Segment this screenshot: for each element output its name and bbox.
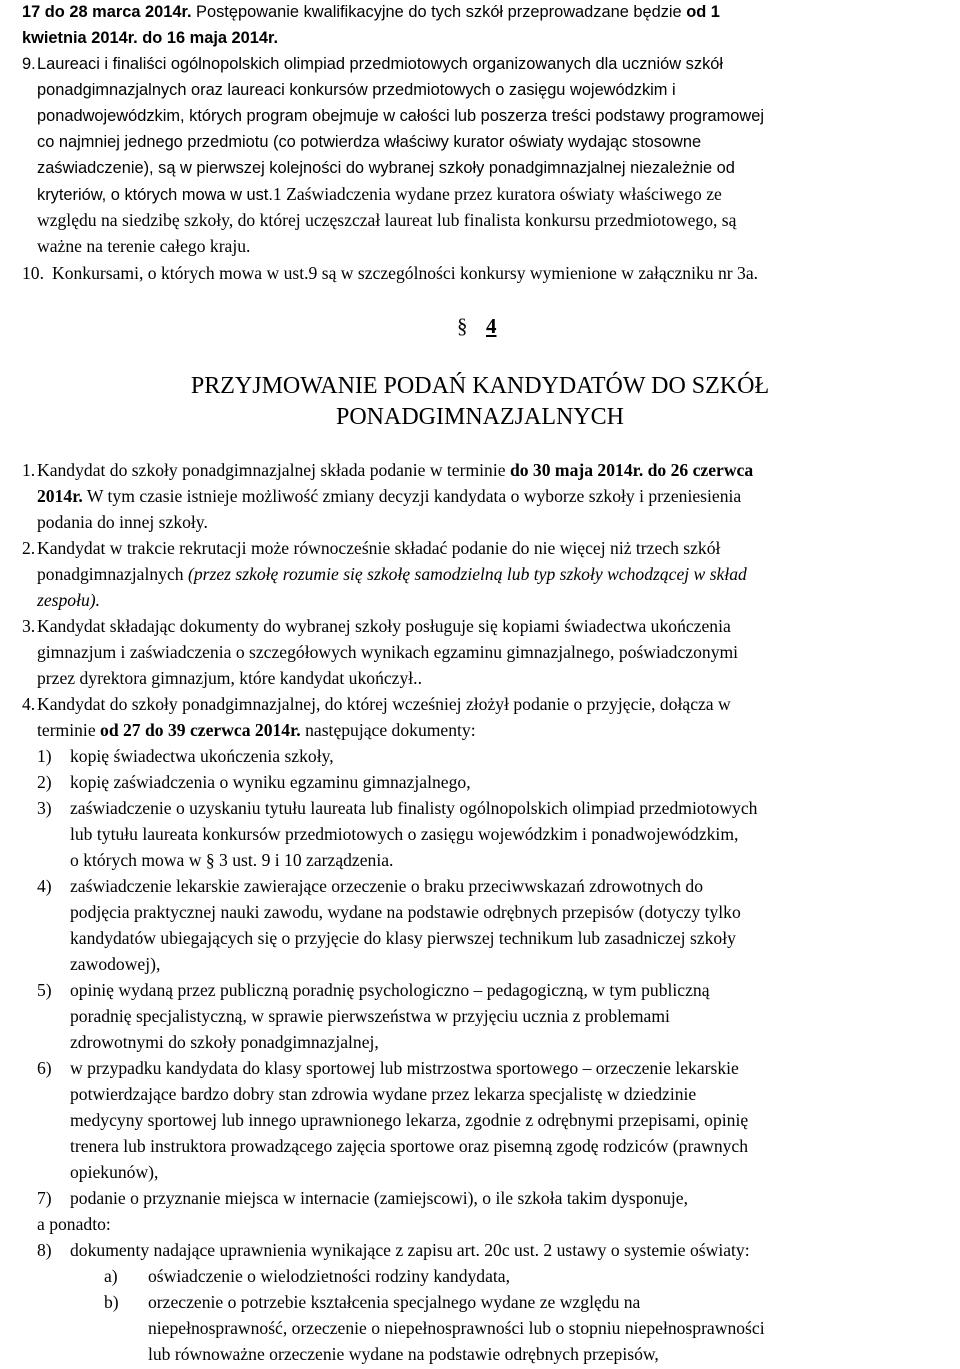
s1-line-1a: Kandydat do szkoły ponadgimnazjalnej składa podanie w terminie (37, 460, 510, 480)
item-5-line-3: zdrowotnymi do szkoły ponadgimnazjalnej, (70, 1032, 379, 1052)
intro-text: Postępowanie kwalifikacyjne do tych szkół przeprowadzane będzie (191, 3, 687, 21)
item-4-line-4: zawodowej), (70, 954, 161, 974)
s2-number: 2. (22, 538, 36, 558)
s3-number: 3. (22, 616, 36, 636)
item-3-line-3 (70, 850, 393, 870)
s4-deadline: od 27 do 39 czerwca 2014r. (100, 720, 301, 740)
item-b-line-2: niepełnosprawność, orzeczenie o niepełnosprawności lub o stopniu niepełnosprawności (148, 1318, 765, 1338)
section-number: 4 (486, 314, 497, 338)
s4-number: 4. (22, 694, 36, 714)
item-4-number: 4) (37, 876, 52, 896)
s3-line-2: gimnazjum i zaświadczenia o szczegółowych wynikach egzaminu gimnazjalnego, poświadczonymi (37, 642, 739, 662)
section-title-line-1: PRZYJMOWANIE PODAŃ KANDYDATÓW DO SZKÓŁ (190, 373, 770, 399)
item-6-line-5: opiekunów), (70, 1162, 159, 1182)
p10-text: Konkursami, o których mowa w ust.9 są w szczególności konkursy wymienione w załączniku nr 3a. (52, 263, 759, 283)
item-a-text: oświadczenie o wielodzietności rodziny kandydata, (148, 1266, 511, 1286)
item-2-text: kopię zaświadczenia o wyniku egzaminu gimnazjalnego, (70, 772, 471, 792)
item-3-line-3a: o których mowa w (70, 850, 206, 870)
item-5-line-2: poradnię specjalistyczną, w sprawie pierwszeństwa w przyjęciu ucznia z problemami (70, 1006, 670, 1026)
s4-line-1: Kandydat do szkoły ponadgimnazjalnej, do której wcześniej złożył podanie o przyjęcie, dołącza w (37, 694, 731, 714)
item-4-line-1: zaświadczenie lekarskie zawierające orzeczenie o braku przeciwwskazań zdrowotnych do (70, 876, 704, 896)
item-6-line-3: medycyny sportowej lub innego uprawnionego lekarza, zgodnie z odrębnymi przepisami, opinię (70, 1110, 749, 1130)
item-4-line-3: kandydatów ubiegających się o przyjęcie do klasy pierwszej technikum lub zasadniczej szkoły (70, 928, 736, 948)
item-3-line-3b: 3 ust. 9 i 10 zarządzenia. (214, 850, 394, 870)
s4-line-2 (37, 720, 476, 740)
item-7-number: 7) (37, 1188, 52, 1208)
item-1-number: 1) (37, 746, 52, 766)
item-b-line-3: lub równoważne orzeczenie wydane na podstawie odrębnych przepisów, (148, 1344, 659, 1364)
item-6-line-1: w przypadku kandydata do klasy sportowej lub mistrzostwa sportowego – orzeczenie lekarskie (70, 1058, 739, 1078)
s2-line-3: zespołu). (37, 590, 101, 610)
p9-line-6 (37, 184, 722, 206)
s1-year: 2014r. (37, 486, 83, 506)
item-5-line-1: opinię wydaną przez publiczną poradnię psychologiczno – pedagogiczną, w tym publiczną (70, 980, 710, 1000)
a-ponadto: a ponadto: (37, 1214, 111, 1234)
section-ref-symbol: § (205, 850, 215, 870)
item-8-text: dokumenty nadające uprawnienia wynikające z zapisu art. 20c ust. 2 ustawy o systemie oświaty: (70, 1240, 750, 1260)
p9-line-4: co najmniej jednego przedmiotu (co potwierdza właściwy kurator oświaty wydając stosowne (37, 133, 702, 151)
intro-date-start: od 1 (686, 3, 720, 21)
s1-line-2b: W tym czasie istnieje możliwość zmiany decyzji kandydata o wyborze szkoły i przeniesienia (82, 486, 742, 506)
p10-number: 10. (22, 263, 44, 283)
p9-line-6a: kryteriów, o których mowa w ust. (37, 186, 273, 204)
p9-line-3: ponadwojewódzkim, których program obejmuje w całości lub poszerza treści podstawy programowej (37, 107, 764, 125)
item-1-text: kopię świadectwa ukończenia szkoły, (70, 746, 334, 766)
item-5-number: 5) (37, 980, 52, 1000)
section-symbol: § (457, 314, 468, 338)
item-3-number: 3) (37, 798, 52, 818)
s4-line-2c: następujące dokumenty: (300, 720, 476, 740)
p9-number: 9. (22, 55, 36, 73)
s1-line-2 (37, 486, 741, 506)
s2-line-2 (37, 564, 747, 584)
s3-line-1: Kandydat składając dokumenty do wybranej szkoły posługuje się kopiami świadectwa ukończenia (37, 616, 731, 636)
item-6-line-4: trenera lub instruktora prowadzącego zajęcia sportowe oraz pisemną zgodę rodziców (prawnych (70, 1136, 749, 1156)
item-b-letter: b) (104, 1292, 119, 1312)
s1-line-1 (37, 460, 753, 480)
section-title-line-2: PONADGIMNAZJALNYCH (336, 404, 624, 430)
item-6-line-2: potwierdzające bardzo dobry stan zdrowia wydane przez lekarza specjalistę w dziedzinie (70, 1084, 697, 1104)
intro-line-1 (22, 2, 720, 22)
item-3-line-2: lub tytułu laureata konkursów przedmiotowych o zasięgu wojewódzkim i ponadwojewódzkim, (70, 824, 739, 844)
p9-line-2: ponadgimnazjalnych oraz laureaci konkursów przedmiotowych o zasięgu wojewódzkim i (37, 81, 676, 99)
s2-line-2b: (przez szkołę rozumie się szkołę samodzielną lub typ szkoły wchodzącej w skład (187, 564, 747, 584)
item-6-number: 6) (37, 1058, 52, 1078)
s2-line-2a: ponadgimnazjalnych (37, 564, 188, 584)
s3-line-3: przez dyrektora gimnazjum, które kandydat ukończył.. (37, 668, 422, 688)
item-4-line-2: podjęcia praktycznej nauki zawodu, wydane na podstawie odrębnych przepisów (dotyczy tylko (70, 902, 741, 922)
p9-line-7: względu na siedzibę szkoły, do której uczęszczał laureat lub finalista konkursu przedmiotowego, są (37, 210, 737, 230)
s2-line-1: Kandydat w trakcie rekrutacji może równocześnie składać podanie do nie więcej niż trzech szkół (37, 538, 721, 558)
s1-line-3: podania do innej szkoły. (37, 512, 208, 532)
item-8-number: 8) (37, 1240, 52, 1260)
item-3-line-1: zaświadczenie o uzyskaniu tytułu laureata lub finalisty ogólnopolskich olimpiad przedmiotowych (70, 798, 758, 818)
p9-line-6b: 1 Zaświadczenia wydane przez kuratora oświaty właściwego ze (272, 184, 722, 204)
p9-line-5: zaświadczenie), są w pierwszej kolejności do wybranej szkoły ponadgimnazjalnej niezależnie od (37, 159, 735, 177)
s1-number: 1. (22, 460, 36, 480)
intro-line-2: kwietnia 2014r. do 16 maja 2014r. (22, 29, 279, 47)
item-b-line-1: orzeczenie o potrzebie kształcenia specjalnego wydane ze względu na (148, 1292, 641, 1312)
p9-line-8: ważne na terenie całego kraju. (37, 236, 251, 256)
item-7-text: podanie o przyznanie miejsca w internacie (zamiejscowi), o ile szkoła takim dysponuje, (70, 1188, 689, 1208)
item-a-letter: a) (104, 1266, 118, 1286)
s1-deadline: do 30 maja 2014r. do 26 czerwca (509, 460, 754, 480)
p9-line-1: Laureaci i finaliści ogólnopolskich olimpiad przedmiotowych organizowanych dla uczniów szkół (37, 55, 724, 73)
item-2-number: 2) (37, 772, 52, 792)
date-range: 17 do 28 marca 2014r. (22, 3, 192, 21)
s4-line-2a: terminie (37, 720, 101, 740)
